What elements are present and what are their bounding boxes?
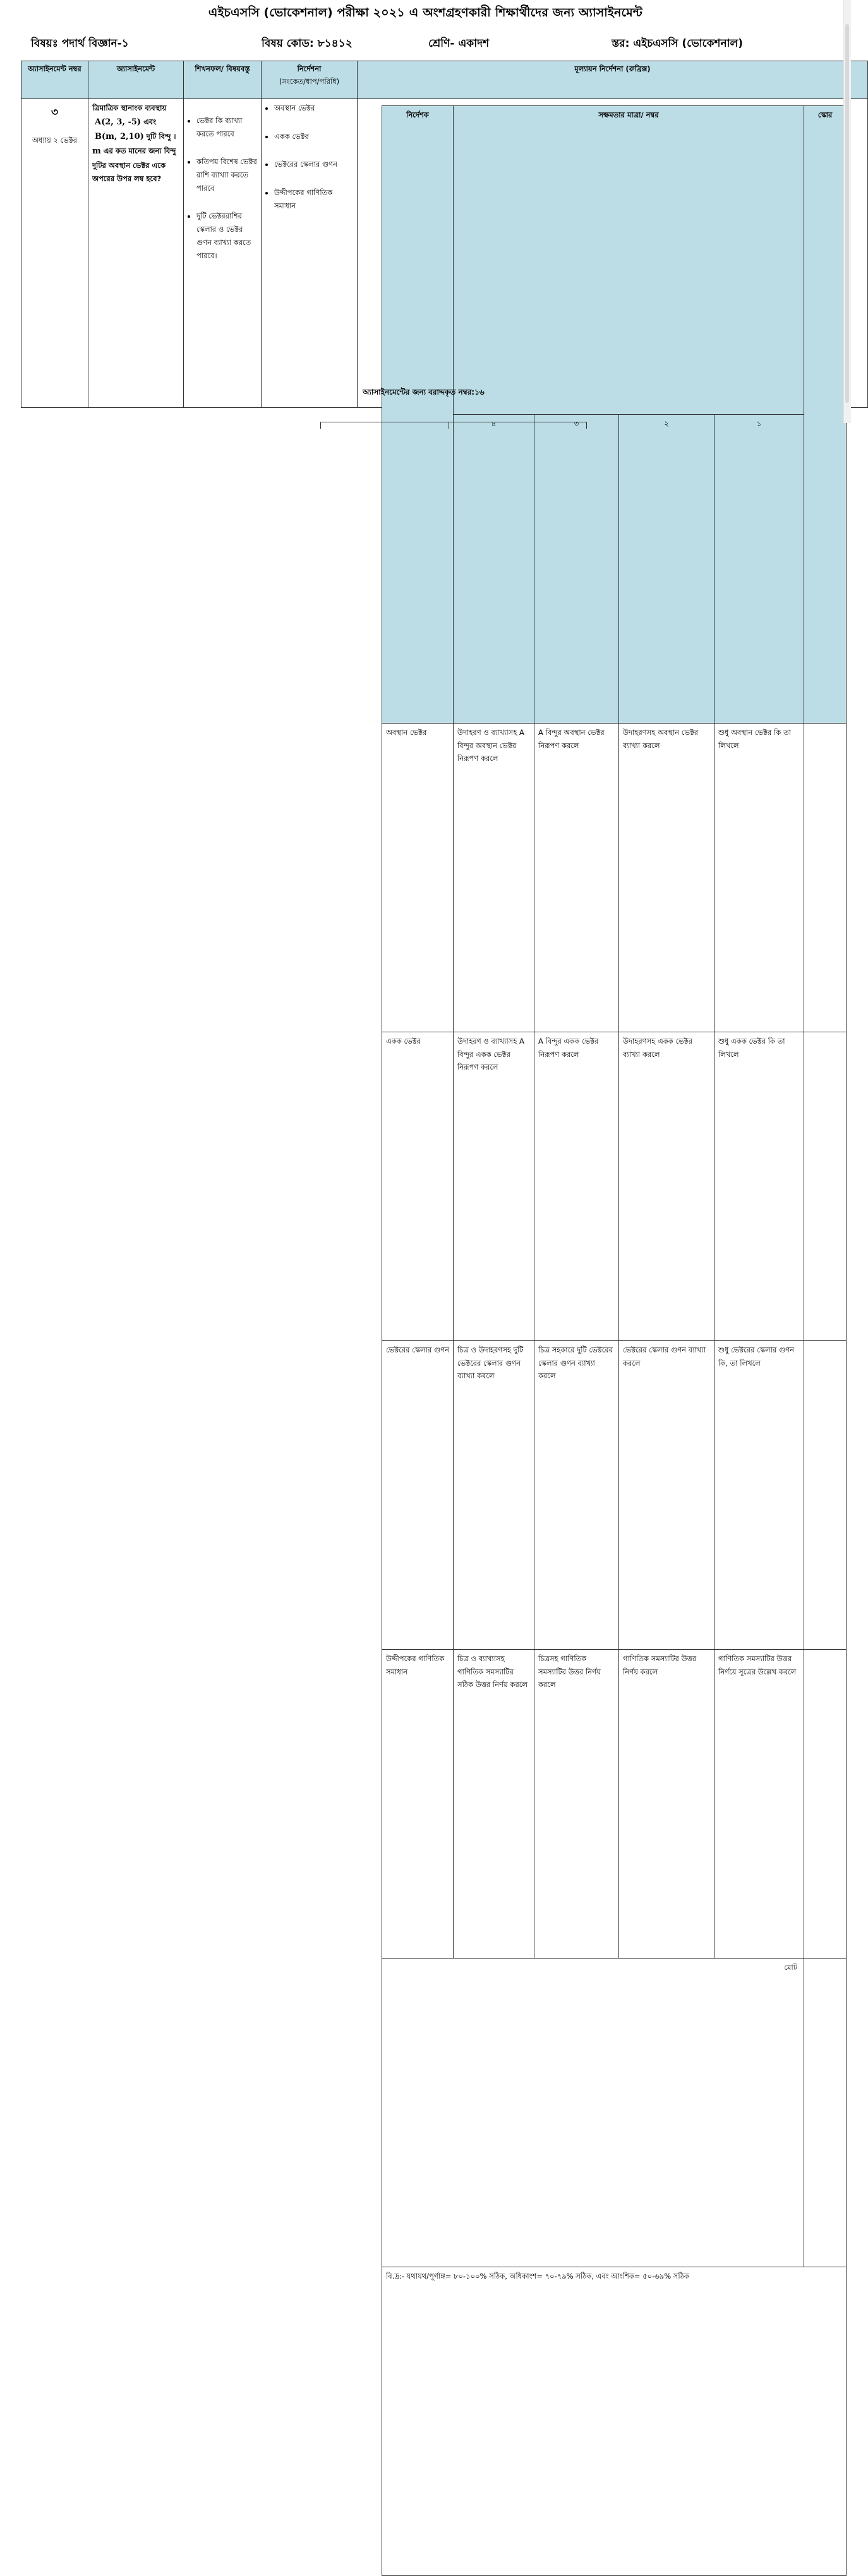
rubric-cell-level-4: চিত্র ও ব্যাখ্যাসহ গাণিতিক সমস্যাটির সঠিক উত্তর নির্ণয় করলে [454, 1650, 534, 1959]
assignment-number-cell [21, 99, 88, 408]
rubric-score-header: স্কোর [804, 106, 847, 724]
rubric-cell-level-2: উদাহরণসহ অবস্থান ভেক্টর ব্যাখ্যা করলে [619, 724, 714, 1032]
rubric-table [382, 105, 847, 2576]
assignment-question [88, 99, 184, 408]
rubric-criterion: ভেক্টরের স্কেলার গুণন [382, 1341, 454, 1650]
rubric-criterion: অবস্থান ভেক্টর [382, 724, 454, 1032]
vertical-scrollbar[interactable] [843, 0, 851, 423]
rubric-level-header: সক্ষমতার মাত্রা/ নম্বর [454, 106, 804, 415]
page-title: এইচএসসি (ভোকেশনাল) পরীক্ষা ২০২১ এ অংশগ্রহণকারী শিক্ষার্থীদের জন্য অ্যাসাইনমেন্ট [208, 6, 643, 20]
question-part-1: ত্রিমাত্রিক স্থানাংক ব্যবস্থায় [92, 104, 167, 112]
rubric-header-row [382, 106, 847, 415]
allocated-marks: অ্যাসাইনমেন্টের জন্য বরাদ্দকৃত নম্বর:১৬ [363, 388, 485, 397]
rubric-score-cell [804, 724, 847, 1032]
rubric-cell-level-3: A বিন্দুর একক ভেক্টর নিরূপণ করলে [534, 1032, 619, 1341]
learning-outcomes-cell [184, 99, 262, 408]
question-part-2: দুটি বিন্দু । [146, 132, 176, 141]
instruction-item: • ভেক্টরের স্কেলার গুণন [274, 158, 353, 171]
rubric-row [382, 1341, 847, 1650]
instruction-item: • অবস্থান ভেক্টর [274, 102, 353, 115]
instruction-item: • উদ্দীপকের গাণিতিক সমাধান [274, 186, 353, 212]
rubric-total-score [804, 1959, 847, 2267]
header-learning-outcome: শিখনফল/ বিষয়বস্তু [184, 61, 262, 99]
rubric-cell-level-2: ভেক্টরের স্কেলার গুণন ব্যাখ্যা করলে [619, 1341, 714, 1650]
rubric-cell-level-4: উদাহরণ ও ব্যাখ্যাসহ A বিন্দুর একক ভেক্টর নিরূপণ করলে [454, 1032, 534, 1341]
rubric-total-row [382, 1959, 847, 2267]
rubric-criterion: একক ভেক্টর [382, 1032, 454, 1341]
rubric-row [382, 1032, 847, 1341]
scrollbar-thumb[interactable] [845, 24, 849, 403]
subject-code-label: বিষয় কোড: ৮১৪১২ [262, 37, 353, 50]
rubric-cell-level-2: উদাহরণসহ একক ভেক্টর ব্যাখ্যা করলে [619, 1032, 714, 1341]
rubric-score-cell [804, 1341, 847, 1650]
level-label: স্তর: এইচএসসি (ভোকেশনাল) [612, 37, 743, 50]
header-instruction-title: নির্দেশনা [297, 64, 322, 73]
question-part-3: এর কত মানের জন্য বিন্দু দুটির অবস্থান ভেক্টর একে অপরের উপর লম্ব হবে? [92, 146, 176, 183]
chapter-label: অধ্যায় ২ ভেক্টর [32, 135, 78, 145]
rubric-cell-level-2: গাণিতিক সমস্যাটির উত্তর নির্ণয় করলে [619, 1650, 714, 1959]
header-assignment: অ্যাসাইনমেন্ট [88, 61, 184, 99]
rubric-cell-level-1: শুধু একক ভেক্টর কি তা লিখলে [714, 1032, 804, 1341]
assignment-number: ৩ [51, 106, 59, 119]
header-assignment-number: অ্যাসাইনমেন্ট নম্বর [21, 61, 88, 99]
rubric-cell-level-1: শুধু ভেক্টরের স্কেলার গুণন কি, তা লিখলে [714, 1341, 804, 1650]
rubric-score-cell [804, 1650, 847, 1959]
next-table-edge [320, 422, 587, 429]
rubric-cell-level-1: গাণিতিক সমস্যাটির উত্তর নির্ণয়ে সূত্রের উল্লেখ করলে [714, 1650, 804, 1959]
rubric-cell-level-4: চিত্র ও উদাহরণসহ দুটি ভেক্টরের স্কেলার গুণন ব্যাখ্যা করলে [454, 1341, 534, 1650]
variable-m: m [92, 146, 101, 157]
instruction-item: • একক ভেক্টর [274, 130, 353, 143]
rubric-cell-level-4: উদাহরণ ও ব্যাখ্যাসহ A বিন্দুর অবস্থান ভেক্টর নিরূপণ করলে [454, 724, 534, 1032]
rubric-cell-level-3: A বিন্দুর অবস্থান ভেক্টর নিরূপণ করলে [534, 724, 619, 1032]
header-instruction-subtitle: (সংকেত/ধাপ/পরিধি) [279, 76, 340, 86]
rubric-cell [358, 99, 868, 2281]
rubric-note-row [382, 2267, 847, 2576]
outcome-item: • দুটি ভেক্টররাশির স্কেলার ও ভেক্টর গুণন ব্যাখ্যা করতে পারবে। [196, 210, 257, 262]
rubric-total-label: মোট [382, 1959, 804, 2267]
rubric-cell-level-3: চিত্র সহকারে দুটি ভেক্টরের স্কেলার গুণন ব্যাখ্যা করলে [534, 1341, 619, 1650]
header-rubric: মূল্যায়ন নির্দেশনা (রুব্রিক্স) [358, 61, 868, 99]
question-and: এবং [143, 117, 157, 126]
table-header-row [21, 61, 868, 99]
rubric-row [382, 1650, 847, 1959]
rubric-level: ২ [619, 415, 714, 724]
rubric-row [382, 724, 847, 1032]
point-b: B(m, 2,10) [95, 132, 144, 142]
rubric-level: ৪ [454, 415, 534, 724]
header-instruction [262, 61, 358, 99]
outcome-item: • কতিপয় বিশেষ ভেক্টর রাশি ব্যাখ্যা করতে পারবে [196, 155, 257, 194]
class-label: শ্রেণি- একাদশ [428, 37, 490, 50]
rubric-note: বি.দ্র:- যথাযথ/পূর্ণাঙ্গ= ৮০-১০০% সঠিক, অধিকাংশ= ৭০-৭৯% সঠিক, এবং আংশিক= ৫০-৬৯% সঠিক [382, 2267, 847, 2576]
rubric-level: ১ [714, 415, 804, 724]
subject-label: বিষয়ঃ পদার্থ বিজ্ঞান-১ [31, 37, 129, 50]
rubric-score-cell [804, 1032, 847, 1341]
assignment-table [21, 61, 868, 2281]
rubric-criteria-header: নির্দেশক [382, 106, 454, 724]
rubric-level: ৩ [534, 415, 619, 724]
point-a: A(2, 3, -5) [95, 117, 142, 127]
outcome-item: • ভেক্টর কি ব্যাখ্যা করতে পারবে [196, 114, 257, 140]
instructions-cell [262, 99, 358, 408]
rubric-criterion: উদ্দীপকের গাণিতিক সমাধান [382, 1650, 454, 1959]
rubric-cell-level-1: শুধু অবস্থান ভেক্টর কি তা লিখলে [714, 724, 804, 1032]
rubric-cell-level-3: চিত্রসহ গাণিতিক সমস্যাটির উত্তর নির্ণয় করলে [534, 1650, 619, 1959]
table-row [21, 99, 868, 408]
